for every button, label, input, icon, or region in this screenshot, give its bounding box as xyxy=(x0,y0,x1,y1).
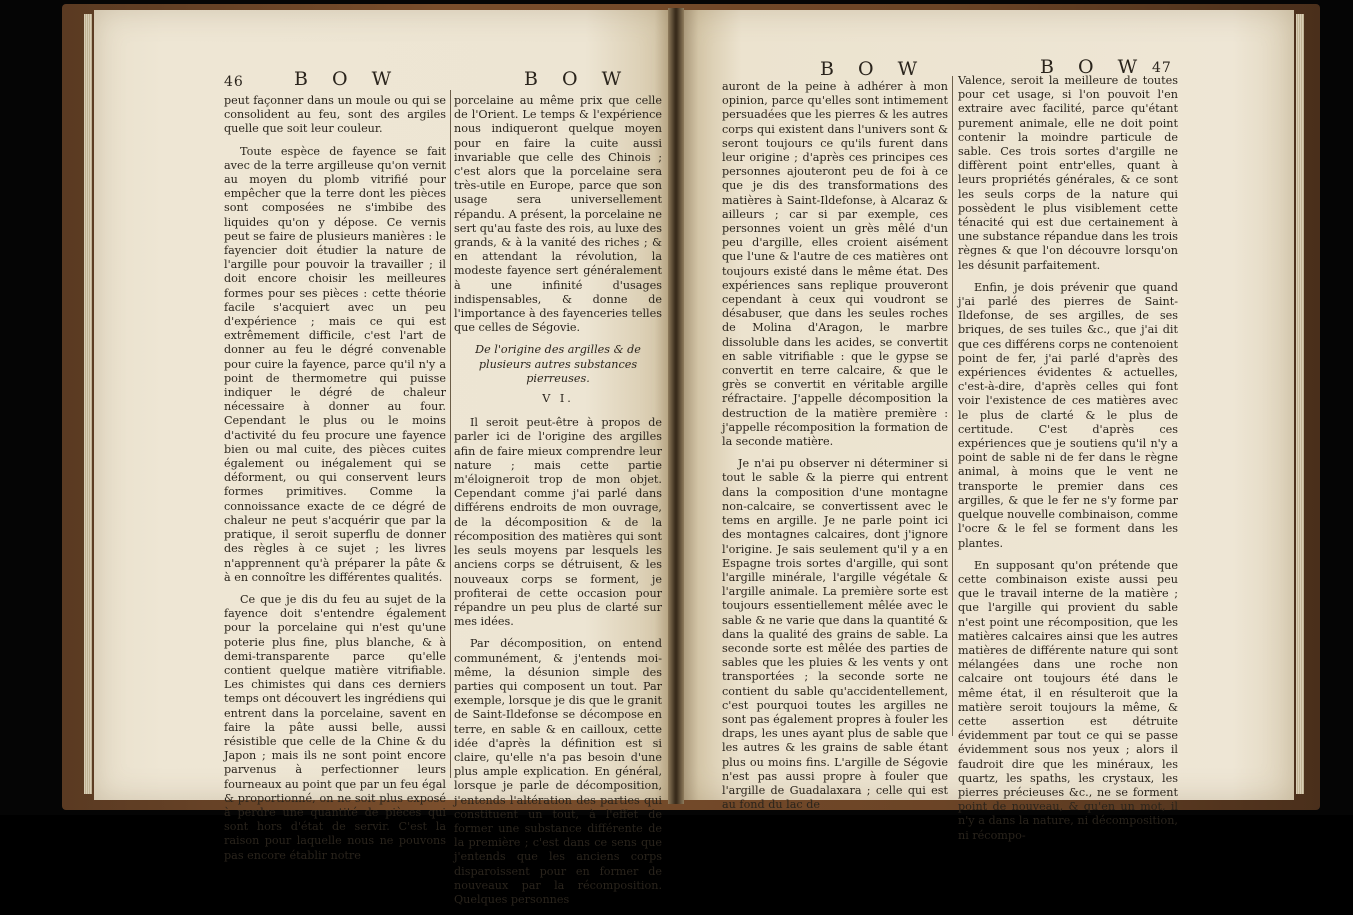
left-page-column-2 xyxy=(454,94,662,915)
paragraph: Il seroit peut-être à propos de parler ici de l'origine des argilles afin de faire mieux comprendre leur nature ; mais cette partie m'éloigneroit trop de mon objet. Cependant comme j'ai parlé dans différens endroits de mon ouvrage, de la décomposition & de la récomposition des matières qui sont les seuls moyens par lesquels les anciens corps se détruisent, & les nouveaux corps se forment, je profiterai de cette occasion pour répandre un peu plus de clarté sur mes idées. xyxy=(454,416,662,629)
book-gutter xyxy=(668,8,684,804)
right-page-column-1 xyxy=(722,80,948,820)
paragraph: Toute espèce de fayence se fait avec de la terre argilleuse qu'on vernit au moyen du plomb vitrifié pour empêcher que la terre dont les pièces sont composées ne s'imbibe des liquides qu'on y dépose. Ce vernis peut se faire de plusieurs manières : le fayencier doit étudier la nature de l'argille pour pouvoir la travailler ; il doit encore choisir les meilleures formes pour ses pièces : cette théorie facile s'acquiert avec un peu d'expérience ; mais ce qui est extrêmement difficile, c'est l'art de donner au feu le dégré convenable pour cuire la fayence, parce qu'il n'y a point de thermometre qui puisse indiquer le dégré de chaleur nécessaire à donner au four. Cependant le plus ou le moins d'activité du feu procure une fayence bien ou mal cuite, des pièces cuites également ou inégalement qui se déforment, ou qui conservent leurs formes primitives. Comme la connoissance exacte de ce dégré de chaleur ne peut s'acquérir que par la pratique, il seroit superflu de donner des règles à ce sujet ; les livres n'apprennent qu'à préparer la pâte & à en connoître les différentes qualités. xyxy=(224,144,446,584)
left-page-column-1 xyxy=(224,94,446,871)
page-number-left: 46 xyxy=(224,74,244,90)
page-edges-right xyxy=(1296,14,1304,794)
paragraph: auront de la peine à adhérer à mon opinion, parce qu'elles sont intimement persuadées que les pierres & les autres corps qui existent dans l'univers sont & seront toujours ce qu'ils furent dans leur origine ; d'après ces principes ces personnes ajouteront peu de foi à ce que je dis des transformations des matières à Saint-Ildefonse, à Alcaraz & ailleurs ; car si par exemple, ces personnes voient un grès mêlé d'un peu d'argille, elles croient aisément que l'une & l'autre de ces matières ont toujours existé dans le même état. Des expériences sans replique prouveront cependant à ceux qui voudront se désabuser, que dans les seules roches de Molina d'Aragon, le marbre dissoluble dans les acides, se convertit en sable vitrifiable : que le gypse se convertit en terre calcaire, & que le grès se convertit en véritable argille réfractaire. J'appelle décomposition la destruction de la matière première : j'appelle récomposition la formation de la seconde matière. xyxy=(722,80,948,449)
right-page-column-2 xyxy=(958,74,1178,851)
running-head-right-col: B O W xyxy=(524,68,631,90)
paragraph: peut façonner dans un moule ou qui se consolident au feu, sont des argiles quelle que soit leur couleur. xyxy=(224,94,446,136)
paragraph: Enfin, je dois prévenir que quand j'ai parlé des pierres de Saint-Ildefonse, de ses argilles, de ses briques, de ses tuiles &c., que j'ai dit que ces différens corps ne contenoient point de fer, j'ai parlé d'après des expériences évidentes & actuelles, c'est-à-dire, d'après celles qui font voir l'existence de ces matières avec le plus de clarté & le plus de certitude. C'est d'après ces expériences que je soutiens qu'il n'y a point de sable ni de fer dans le règne animal, à moins que le vent ne transporte le premier dans ces argilles, & que le fer ne s'y forme par quelque nouvelle combinaison, comme l'ocre & le fel se forment dans les plantes. xyxy=(958,280,1178,550)
column-rule xyxy=(952,76,953,736)
paragraph: Valence, seroit la meilleure de toutes pour cet usage, si l'on pouvoit l'en extraire avec facilité, parce qu'étant purement animale, elle ne doit point contenir la moindre particule de sable. Ces trois sortes d'argille ne diffèrent point entr'elles, quant à leurs propriétés générales, & ce sont les seuls corps de la nature qui possèdent le plus visiblement cette ténacité qui est due certainement à une substance répandue dans les trois règnes & que l'on découvre lorsqu'on les désunit parfaitement. xyxy=(958,74,1178,272)
paragraph: Je n'ai pu observer ni déterminer si tout le sable & la pierre qui entrent dans la composition d'une montagne non-calcaire, se convertissent avec le tems en argille. Je ne parle point ici des montagnes calcaires, dont j'ignore l'origine. Je sais seulement qu'il y a en Espagne trois sortes d'argille, qui sont l'argille minérale, l'argille végétale & l'argille animale. La première sorte est toujours essentiellement mêlée avec le sable & ne varie que dans la quantité & dans la qualité des grains de sable. La seconde sorte est mêlée des parties de sables que les pluies & les vents y ont transportées ; la seconde sorte ne contient du sable qu'accidentellement, c'est pourquoi toutes les argilles ne sont pas également propres à fouler les draps, les unes ayant plus de sable que les autres & les grains de sable étant plus ou moins fins. L'argille de Ségovie n'est pas aussi propre à fouler que l'argille de Guadalaxara ; celle qui est au fond du lac de xyxy=(722,457,948,812)
section-number: V I. xyxy=(542,392,574,406)
paragraph: En supposant qu'on prétende que cette combinaison existe aussi peu que le travail interne de la matière ; que l'argille qui provient du sable n'est point une récomposition, que les matières calcaires ainsi que les autres matières de différente nature qui sont mélangées dans une roche non calcaire ont toujours été dans le même état, il en résulteroit que la matière seroit toujours la même, & cette assertion est détruite évidemment par tout ce qui se passe évidemment sous nos yeux ; alors il faudroit dire que les minéraux, les quartz, les spaths, les crystaux, les pierres précieuses &c., ne se forment point de nouveau, & qu'en un mot, il n'y a dans la nature, ni décomposition, ni récompo- xyxy=(958,558,1178,842)
running-head-left-col: B O W xyxy=(294,68,401,90)
right-page xyxy=(680,10,1294,842)
paragraph: Par décomposition, on entend communément, & j'entends moi-même, la désunion simple des parties qui composent un tout. Par exemple, lorsque je dis que le granit de Saint-Ildefonse se décompose en terre, en sable & en cailloux, cette idée d'après la définition est si claire, qu'elle n'a pas besoin d'une plus ample explication. En général, lorsque je parle de décomposition, j'entends l'altération des parties qui constituent un tout, à l'effet de former une substance différente de la première ; c'est dans ce sens que j'entends que les anciens corps disparoissent pour en former de nouveaux par la récomposition. Quelques personnes xyxy=(454,637,662,906)
paragraph: porcelaine au même prix que celle de l'Orient. Le temps & l'expérience nous indiqueront quelque moyen pour en faire la cuite aussi invariable que celle des Chinois ; c'est alors que la porcelaine sera très-utile en Europe, parce que son usage sera universellement répandu. A présent, la porcelaine ne sert qu'au faste des rois, au luxe des grands, & à la vanité des riches ; & en attendant la révolution, la modeste fayence sert généralement à une infinité d'usages indispensables, & donne de l'importance à des fayenceries telles que celles de Ségovie. xyxy=(454,94,662,335)
page-edges-left xyxy=(84,14,92,794)
running-head-right-col: B O W xyxy=(1040,56,1147,78)
column-rule xyxy=(450,90,451,778)
section-heading: De l'origine des argilles & de plusieurs autres substances pierreuses. xyxy=(475,343,641,385)
page-number-right: 47 xyxy=(1152,60,1172,76)
left-page xyxy=(94,10,672,906)
running-head-left-col: B O W xyxy=(820,58,927,80)
paragraph: Ce que je dis du feu au sujet de la fayence doit s'entendre également pour la porcelaine qui n'est qu'une poterie plus fine, plus blanche, & à demi-transparente parce qu'elle contient quelque matière vitrifiable. Les chimistes qui dans ces derniers temps ont découvert les ingrédiens qui entrent dans la porcelaine, savent en faire la pâte aussi belle, aussi résistible que celle de la Chine & du Japon ; mais ils ne sont point encore parvenus à perfectionner leurs fourneaux au point que par un feu égal & proportionné, on ne soit plus exposé à perdre une quantité de pièces qui sont hors d'état de servir. C'est la raison pour laquelle nous ne pouvons pas encore établir notre xyxy=(224,592,446,862)
